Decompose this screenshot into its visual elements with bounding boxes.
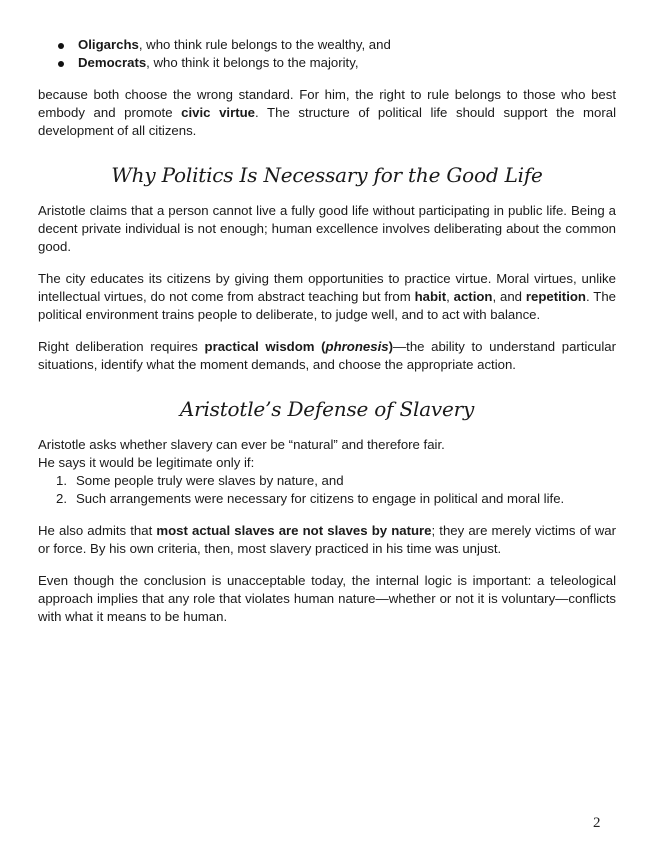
intro-paragraph: because both choose the wrong standard. For him, the right to rule belongs to those who best embody and promote civic virtue. The structure of political life should support the moral development of all citizens. [38,87,616,138]
document-page [38,36,616,626]
paragraph: Right deliberation requires practical wisdom (phronesis)—the ability to understand particular situations, identify what the moment demands, and choose the appropriate action. [38,339,616,372]
list-item: Democrats, who think it belongs to the majority, [38,54,616,72]
paragraph: Even though the conclusion is unacceptable today, the internal logic is important: a teleological approach implies that any role that violates human nature—whether or not it is voluntary—conflicts with what it means to be human. [38,573,616,624]
paragraph: Aristotle asks whether slavery can ever be “natural” and therefore fair. He says it would be legitimate only if: [38,437,445,470]
list-item: 1. Some people truly were slaves by nature, and [56,473,344,488]
paragraph: He also admits that most actual slaves are not slaves by nature; they are merely victims of war or force. By his own criteria, then, most slavery practiced in his time was unjust. [38,523,616,556]
paragraph: Aristotle claims that a person cannot live a fully good life without participating in public life. Being a decent private individual is not enough; human excellence involves deliberating about the common good. [38,203,616,254]
section-heading-slavery: Aristotle’s Defense of Slavery [179,397,475,421]
list-item: Oligarchs, who think rule belongs to the wealthy, and [38,36,616,54]
numbered-list [38,472,616,508]
bullet-list [38,36,616,72]
section-heading-politics: Why Politics Is Necessary for the Good Life [111,163,543,187]
paragraph: The city educates its citizens by giving them opportunities to practice virtue. Moral virtues, unlike intellectual virtues, do not come from abstract teaching but from habit, action, and repetition. The political environment trains people to deliberate, to judge well, and to act with balance. [38,271,616,322]
list-item: 2. Such arrangements were necessary for citizens to engage in political and moral life. [56,491,565,506]
page-number: 2 [593,815,601,831]
